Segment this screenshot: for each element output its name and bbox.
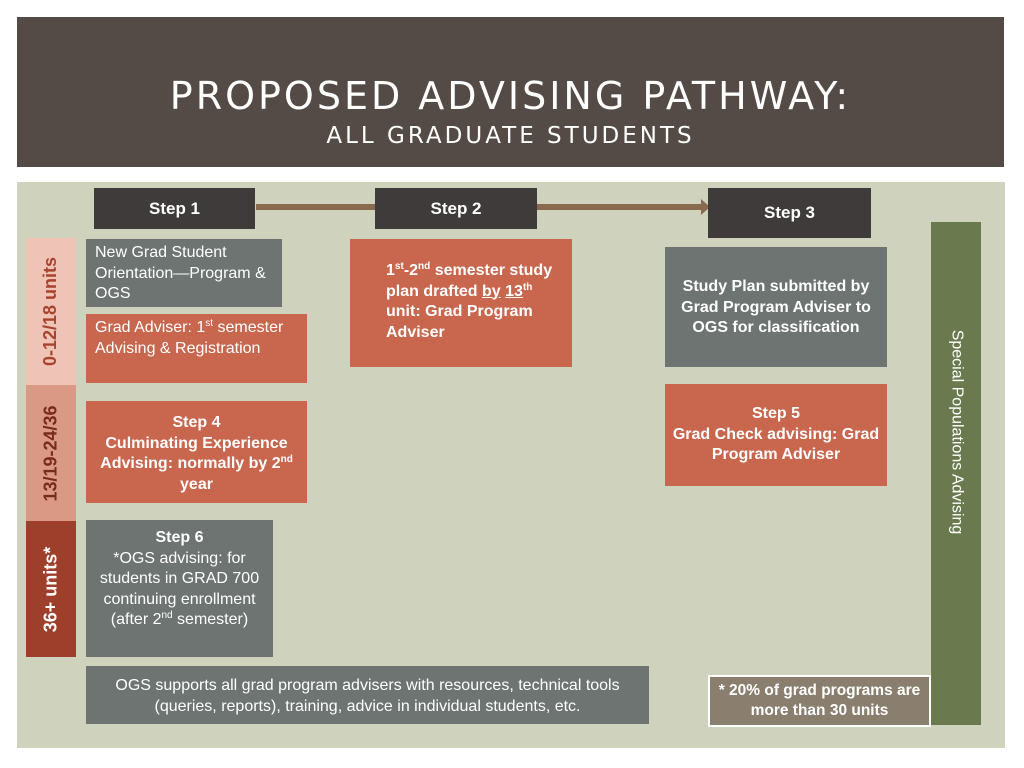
band-13-24-label: 13/19-24/36 bbox=[40, 404, 61, 502]
step4-text: Culminating Experience Advising: normally by 2 bbox=[100, 434, 288, 472]
band-13-24-units bbox=[26, 385, 76, 521]
step1-label: Step 1 bbox=[94, 188, 255, 229]
plan-text-b: -2 bbox=[403, 262, 419, 279]
study-plan-submitted-box bbox=[665, 247, 887, 367]
step6-box bbox=[86, 520, 273, 657]
arrow-step2-to-step3 bbox=[537, 199, 710, 215]
adviser-first-semester-box bbox=[86, 314, 307, 383]
step5-box bbox=[665, 384, 887, 486]
plan-sup-a: st bbox=[394, 261, 404, 272]
step3-label: Step 3 bbox=[708, 188, 871, 238]
band-0-12-units bbox=[26, 238, 76, 385]
footnote-text: * 20% of grad programs are more than 30 units bbox=[718, 682, 921, 719]
step6-end: semester) bbox=[172, 611, 249, 628]
plan-sup-d: th bbox=[522, 281, 533, 293]
step6-sup: nd bbox=[161, 610, 173, 621]
arrow-step1-to-step2 bbox=[256, 199, 388, 215]
step4-body bbox=[92, 434, 301, 496]
step4-sup: nd bbox=[280, 454, 293, 465]
adviser-first-rest: semester Advising & Registration bbox=[95, 319, 284, 357]
plan-by: by bbox=[482, 282, 501, 300]
band-36-plus-units bbox=[26, 521, 76, 657]
special-populations-wrap bbox=[931, 222, 981, 642]
band-0-12-label: 0-12/18 units bbox=[40, 256, 61, 367]
step6-title: Step 6 bbox=[155, 529, 204, 546]
step4-end: year bbox=[180, 475, 213, 493]
plan-text-c: semester study plan drafted bbox=[386, 262, 553, 300]
step4-box bbox=[86, 401, 307, 503]
adviser-first-text: Grad Adviser: 1 bbox=[95, 319, 206, 336]
step5-title: Step 5 bbox=[751, 405, 800, 422]
footnote-box bbox=[708, 675, 931, 727]
special-populations-label: Special Populations Advising bbox=[948, 329, 966, 535]
band-36-plus-label: 36+ units* bbox=[40, 546, 61, 632]
plan-text-a: 1 bbox=[386, 262, 395, 279]
orientation-box bbox=[86, 239, 282, 307]
special-populations-bar bbox=[931, 222, 981, 725]
plan-sup-b: nd bbox=[418, 261, 431, 272]
page-title: PROPOSED ADVISING PATHWAY: bbox=[169, 74, 852, 118]
ogs-support-text: OGS supports all grad program advisers with resources, technical tools (queries, reports), training, advice in individual students, etc. bbox=[115, 677, 620, 715]
orientation-text: New Grad Student Orientation—Program & OGS bbox=[95, 244, 266, 302]
plan-text-e: unit: Grad Program Adviser bbox=[386, 303, 533, 341]
adviser-first-sup: st bbox=[205, 318, 214, 329]
step6-text: *OGS advising: for students in GRAD 700 continuing enrollment (after 2 bbox=[99, 549, 260, 628]
study-plan-submitted-text: Study Plan submitted by Grad Program Adviser to OGS for classification bbox=[681, 278, 871, 336]
step4-title: Step 4 bbox=[172, 414, 221, 431]
plan-text-d: 13 bbox=[505, 282, 523, 300]
step2-label: Step 2 bbox=[375, 188, 537, 229]
page-subtitle: ALL GRADUATE STUDENTS bbox=[326, 123, 695, 149]
step6-body bbox=[92, 549, 267, 631]
study-plan-drafted-box bbox=[350, 239, 572, 367]
step5-text: Grad Check advising: Grad Program Adviser bbox=[672, 425, 880, 463]
ogs-support-box bbox=[86, 666, 649, 724]
